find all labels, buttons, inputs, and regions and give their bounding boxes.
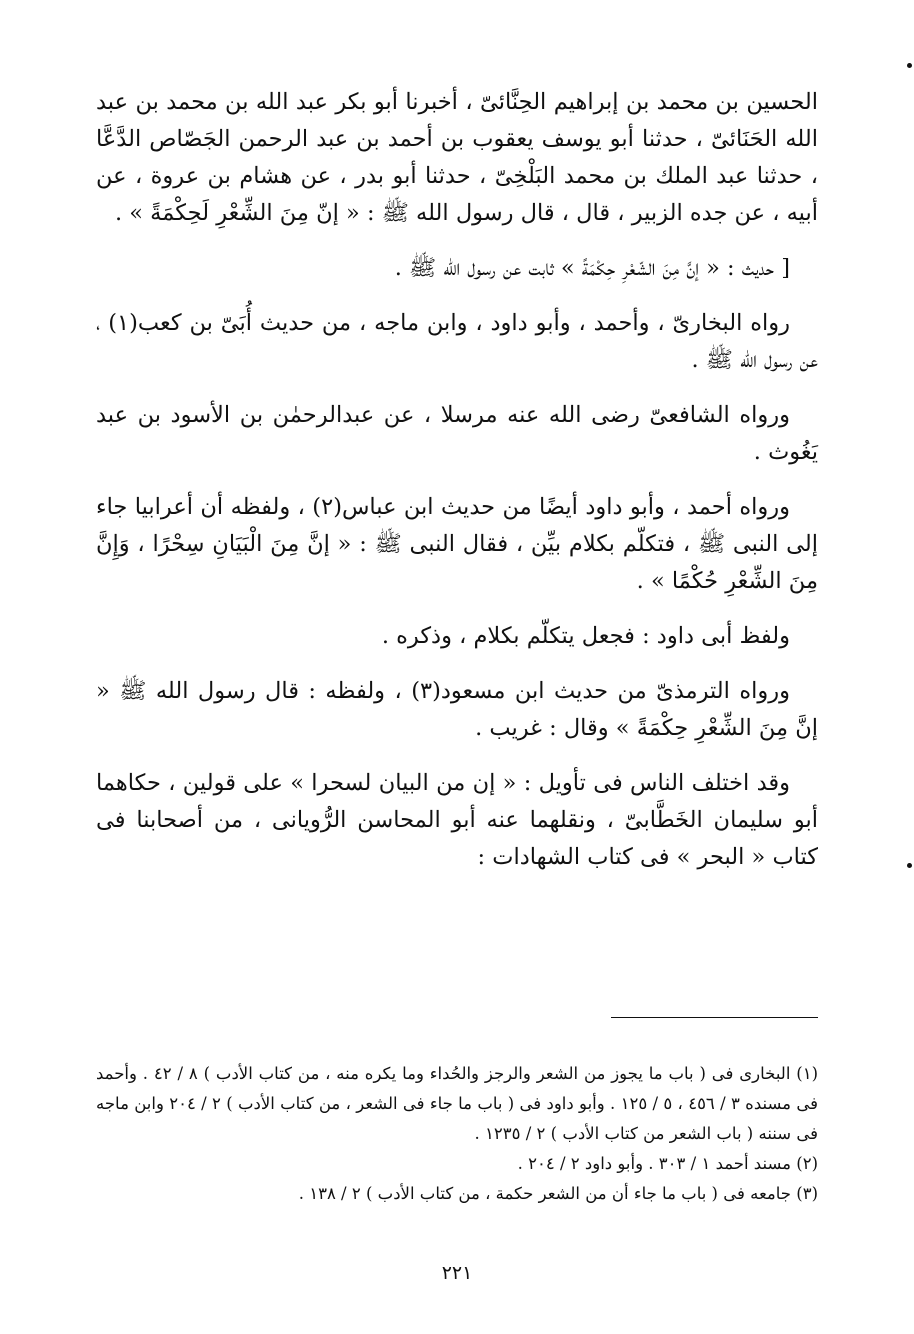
footnote-2: (٢) مسند أحمد ١ / ٣٠٣ . وأبو داود ٢ / ٢٠٤ . [517,1154,818,1173]
paragraph-8: وقد اختلف الناس فى تأويل : « إن من البيان لسحرا » على قولين ، حكاهما أبو سليمان الخَطَّابىّ ، ونقلهما عنه أبو المحاسن الرُّويانى ، من أصحابنا فى كتاب « البحر » فى كتاب الشهادات : [96,770,818,870]
footnote-separator [611,1017,818,1018]
footnote-3: (٣) جامعه فى ( باب ما جاء أن من الشعر حكمة ، من كتاب الأدب ) ٢ / ١٣٨ . [298,1184,818,1203]
main-text [96,84,818,876]
page-number: ٢٢١ [441,1262,473,1284]
margin-dot-mark [907,863,912,868]
footnote-1: (١) البخارى فى ( باب ما يجوز من الشعر والرجز والحُداء وما يكره منه ، من كتاب الأدب ) ٨ / ٤٢ . وأحمد فى مسنده ٣ / ٤٥٦ ، ٥ / ١٢٥ . وأبو داود فى ( باب ما جاء فى الشعر ، من كتاب الأدب ) ٢ / ٢٠٤ وابن ماجه فى سننه ( باب الشعر من كتاب الأدب ) ٢ / ١٢٣٥ . [96,1064,819,1143]
paragraph-4: ورواه الشافعىّ رضى الله عنه مرسلا ، عن عبدالرحمٰن بن الأسود بن عبد يَغُوث . [96,402,818,465]
paragraph-3: رواه البخارىّ ، وأحمد ، وأبو داود ، وابن ماجه ، من حديث أُبَىّ بن كعب(١) ، عن رسول الله ﷺ . [96,310,818,373]
paragraph-5: ورواه أحمد ، وأبو داود أيضًا من حديث ابن عباس(٢) ، ولفظه أن أعرابيا جاء إلى النبى ﷺ ، فتكلّم بكلام بيِّن ، فقال النبى ﷺ : « إنَّ مِنَ الْبَيَانِ سِحْرًا ، وَإِنَّ مِنَ الشِّعْرِ حُكْمًا » . [96,494,818,594]
margin-dot-mark [907,63,912,68]
paragraph-7: ورواه الترمذىّ من حديث ابن مسعود(٣) ، ولفظه : قال رسول الله ﷺ « إنَّ مِنَ الشِّعْرِ حِكْمَةً » وقال : غريب . [96,678,818,741]
footnotes [96,1059,818,1209]
paragraph-1: الحسين بن محمد بن إبراهيم الحِنَّائىّ ، أخبرنا أبو بكر عبد الله بن محمد بن عبد الله الحَنَائىّ ، حدثنا أبو يوسف يعقوب بن أحمد بن عبد الرحمن الجَصّاص الدَّعَّا ، حدثنا عبد الملك بن محمد البَلْخِىّ ، حدثنا أبو بدر ، عن هشام بن عروة ، عن أبيه ، عن جده الزبير ، قال ، قال رسول الله ﷺ : « إنّ مِنَ الشِّعْرِ لَحِكْمَةً » . [96,89,818,226]
paragraph-2: [ حديث : « إنَّ مِنَ الشّعْرِ حِكْمَةً » ثابت عن رسول الله ﷺ . [394,255,790,281]
paragraph-6: ولفظ أبى داود : فجعل يتكلّم بكلام ، وذكره . [381,623,790,649]
